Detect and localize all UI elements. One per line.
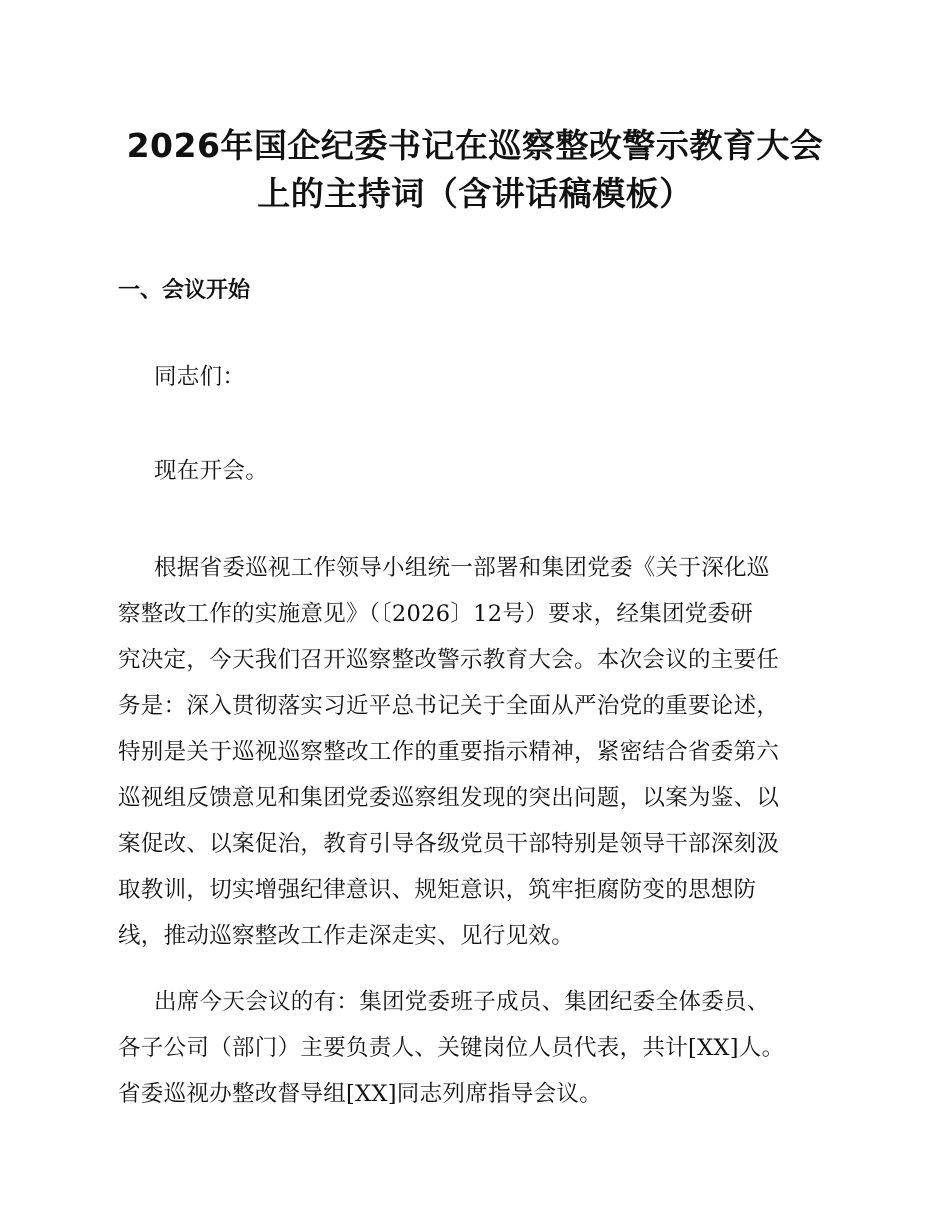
opening-text: 现在开会。 — [154, 458, 269, 484]
paragraph-line: 务是：深入贯彻落实习近平总书记关于全面从严治党的重要论述， — [118, 693, 780, 719]
greeting-paragraph — [118, 354, 838, 400]
opening-paragraph — [118, 448, 838, 494]
purpose-paragraph — [118, 545, 838, 959]
paragraph-line: 省委巡视办整改督导组[XX]同志列席指导会议。 — [118, 1081, 602, 1107]
section-heading: 一、会议开始 — [118, 278, 251, 303]
paragraph-line: 各子公司（部门）主要负责人、关键岗位人员代表，共计[XX]人。 — [118, 1035, 785, 1061]
paragraph-line: 究决定，今天我们召开巡察整改警示教育大会。本次会议的主要任 — [118, 647, 780, 673]
attendance-paragraph — [118, 979, 838, 1117]
paragraph-line: 出席今天会议的有：集团党委班子成员、集团纪委全体委员、 — [154, 989, 770, 1015]
title-line: 上的主持词（含讲话稿模板） — [257, 174, 693, 213]
paragraph-line: 取教训，切实增强纪律意识、规矩意识，筑牢拒腐防变的思想防 — [118, 877, 757, 903]
greeting-text: 同志们： — [154, 364, 246, 390]
paragraph-line: 根据省委巡视工作领导小组统一部署和集团党委《关于深化巡 — [154, 555, 770, 581]
paragraph-line: 察整改工作的实施意见》（〔2026〕12号）要求，经集团党委研 — [118, 601, 754, 627]
paragraph-line: 案促改、以案促治，教育引导各级党员干部特别是领导干部深刻汲 — [118, 831, 780, 857]
paragraph-line: 巡视组反馈意见和集团党委巡察组发现的突出问题，以案为鉴、以 — [118, 785, 780, 811]
paragraph-line: 特别是关于巡视巡察整改工作的重要指示精神，紧密结合省委第六 — [118, 739, 780, 765]
document-title — [110, 122, 840, 218]
title-line: 2026年国企纪委书记在巡察整改警示教育大会 — [126, 126, 824, 165]
paragraph-line: 线，推动巡察整改工作走深走实、见行见效。 — [118, 923, 575, 949]
